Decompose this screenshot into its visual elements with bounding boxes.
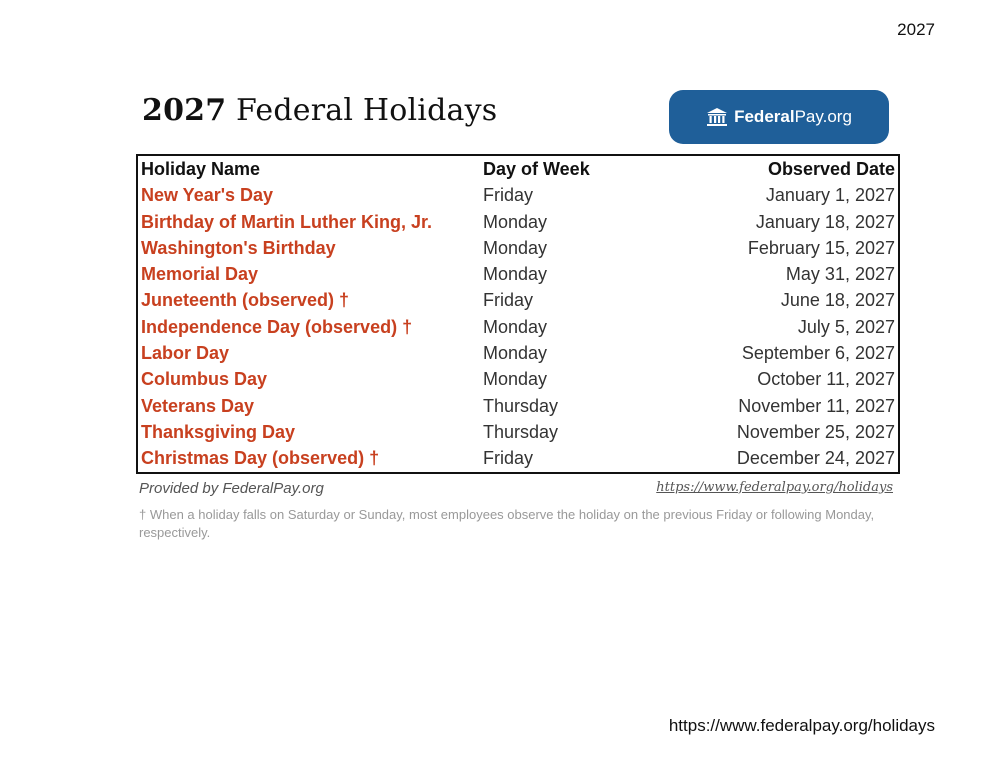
page-title — [142, 93, 497, 128]
header-day-of-week: Day of Week — [483, 159, 590, 179]
title-year: 2027 — [142, 93, 227, 128]
holiday-name: Juneteenth (observed) † — [141, 290, 350, 311]
day-of-week: Monday — [483, 211, 548, 232]
day-of-week: Thursday — [483, 421, 559, 442]
day-of-week: Monday — [483, 316, 548, 337]
table-row — [137, 314, 899, 340]
footer-url: https://www.federalpay.org/holidays — [668, 716, 935, 735]
day-of-week: Friday — [483, 185, 534, 206]
observed-date: November 11, 2027 — [738, 395, 895, 416]
observed-date: July 5, 2027 — [797, 316, 895, 337]
table-row — [137, 182, 899, 208]
observed-date: November 25, 2027 — [736, 421, 895, 442]
table-row — [137, 393, 899, 419]
provided-by-text: Provided by FederalPay.org — [139, 480, 324, 497]
source-link[interactable]: https://www.federalpay.org/holidays — [656, 480, 893, 495]
table-header-row — [137, 155, 899, 182]
logo-text-bold: Federal — [734, 107, 795, 126]
holiday-name: Columbus Day — [141, 369, 268, 390]
day-of-week: Monday — [483, 343, 548, 364]
table-row — [137, 287, 899, 313]
observed-date: December 24, 2027 — [736, 448, 895, 469]
observed-date: May 31, 2027 — [785, 264, 895, 285]
day-of-week: Friday — [483, 290, 534, 311]
day-of-week: Thursday — [483, 395, 559, 416]
holiday-name: Birthday of Martin Luther King, Jr. — [141, 211, 433, 232]
holiday-name: Independence Day (observed) † — [141, 316, 413, 337]
observed-date: January 1, 2027 — [765, 185, 895, 206]
table-row — [137, 419, 899, 445]
title-text: Federal Holidays — [226, 93, 498, 128]
table-row — [137, 235, 899, 261]
day-of-week: Monday — [483, 237, 548, 258]
header-holiday-name: Holiday Name — [141, 159, 261, 179]
table-row — [137, 261, 899, 287]
bank-building-icon — [706, 107, 728, 127]
table-row — [137, 209, 899, 235]
observed-date: October 11, 2027 — [757, 369, 895, 390]
holiday-name: Christmas Day (observed) † — [141, 448, 380, 469]
table-row — [137, 445, 899, 472]
holiday-name: Thanksgiving Day — [141, 421, 296, 442]
holiday-name: New Year's Day — [141, 185, 274, 206]
observed-date: September 6, 2027 — [741, 343, 895, 364]
holiday-name: Labor Day — [141, 343, 230, 364]
day-of-week: Monday — [483, 264, 548, 285]
observed-date: February 15, 2027 — [747, 237, 895, 258]
observed-date: June 18, 2027 — [780, 290, 895, 311]
holiday-name: Memorial Day — [141, 264, 259, 285]
table-row — [137, 366, 899, 392]
day-of-week: Monday — [483, 369, 548, 390]
holidays-table — [136, 154, 900, 474]
observed-date: January 18, 2027 — [755, 211, 895, 232]
holiday-name: Washington's Birthday — [141, 237, 336, 258]
footnote: † When a holiday falls on Saturday or Sunday, most employees observe the holiday on the previous Friday or following Monday, respectively. — [139, 507, 875, 540]
holiday-name: Veterans Day — [141, 395, 255, 416]
logo-text-regular: Pay.org — [794, 107, 852, 126]
day-of-week: Friday — [483, 448, 534, 469]
corner-year: 2027 — [897, 20, 935, 39]
table-row — [137, 340, 899, 366]
federalpay-logo[interactable] — [669, 90, 889, 144]
header-observed-date: Observed Date — [767, 159, 895, 179]
